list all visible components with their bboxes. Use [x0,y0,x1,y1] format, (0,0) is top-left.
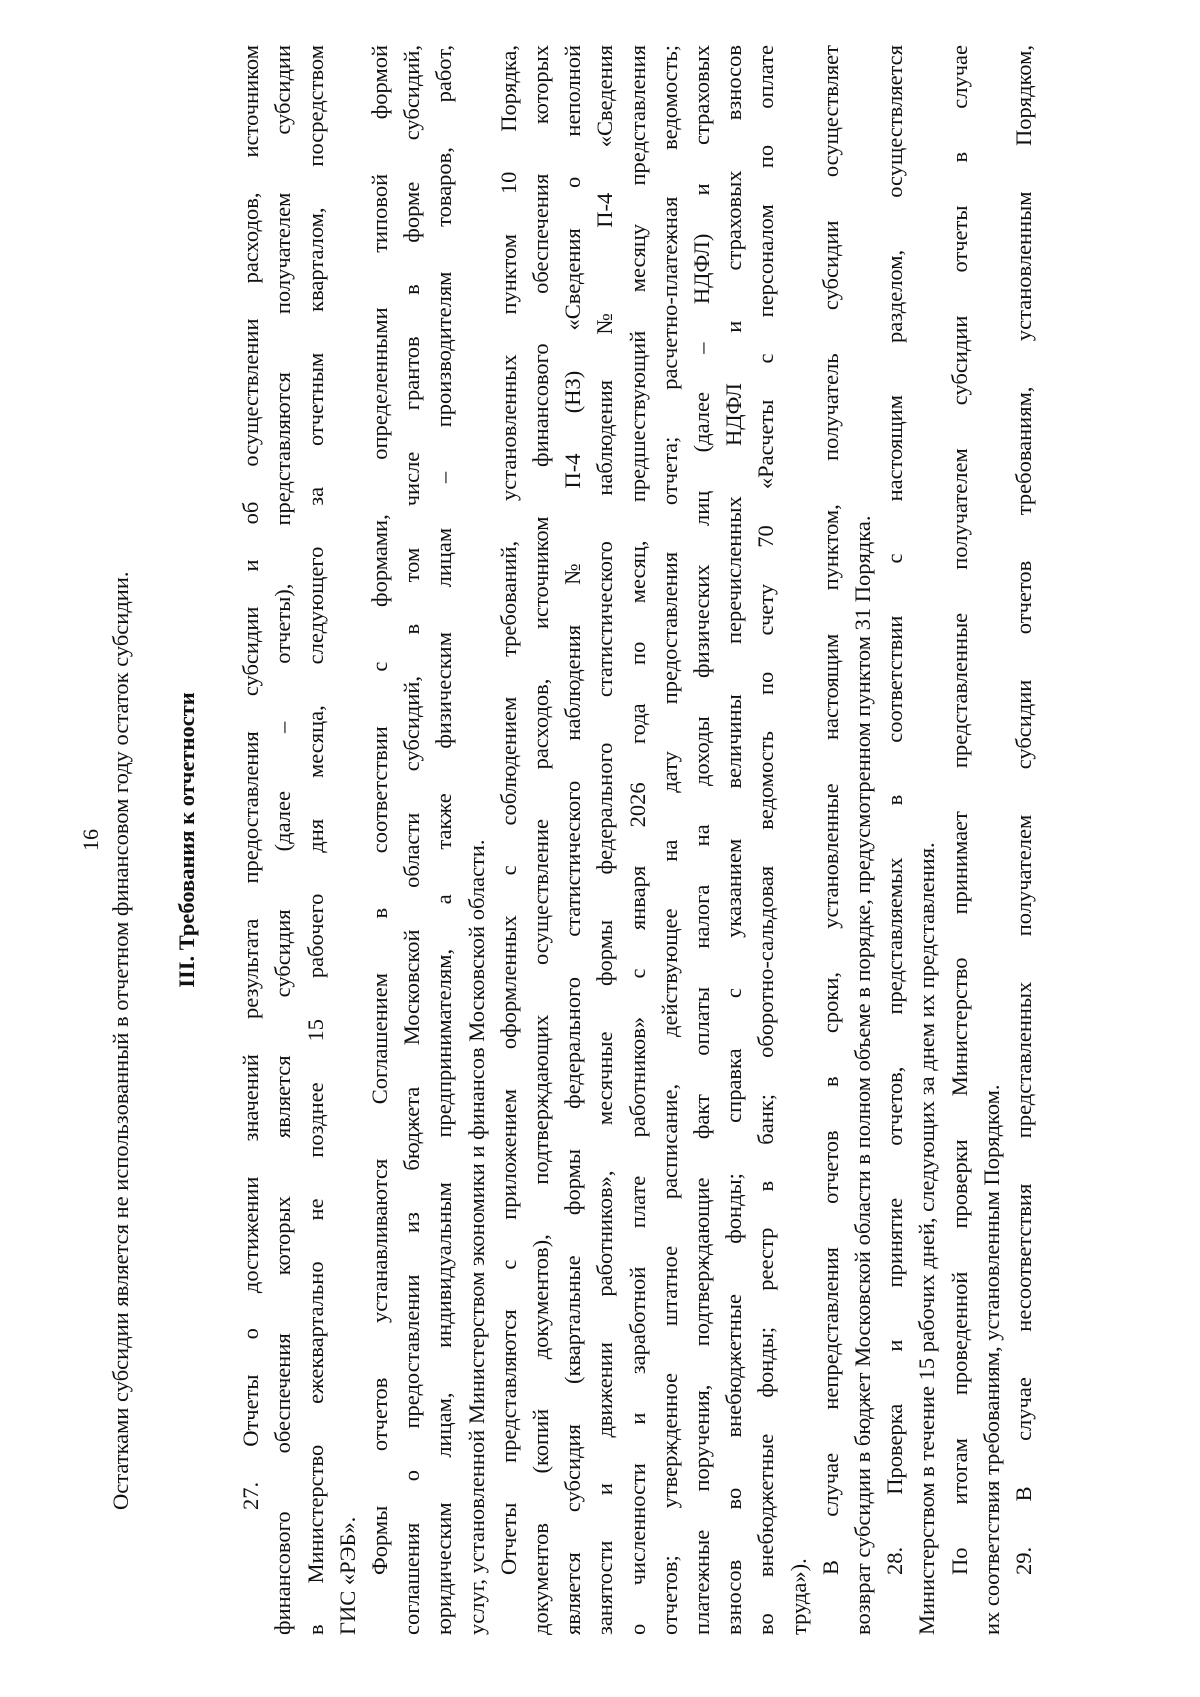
section-heading: III. Требования к отчетности [174,692,200,988]
text-line: взносов во внебюджетные фонды; справка с указанием величины перечисленных НДФЛ и страховых взносов [721,45,747,1635]
text-line: Министерством в течение 15 рабочих дней, следующих за днем их представления. [914,842,940,1635]
paragraph-review [944,45,1008,1635]
text-line: занятости и движении работников», месячные формы федерального статистического наблюдения № П-4 «Сведения [592,45,618,1635]
text-line: 27. Отчеты о достижении значений результата предоставления субсидии и об осуществлении расходов, источником [238,45,264,1510]
page-number: 16 [78,829,103,851]
intro-line: Остатками субсидии является не использованный в отчетном финансовом году остаток субсидии. [108,571,133,1510]
text-line: По итогам проведенной проверки Министерство принимает представленные получателем субсидии отчеты в случае [946,45,972,1575]
text-line: платежные поручения, подтверждающие факт оплаты налога на доходы физических лиц (далее – НДФЛ) и страховых [689,45,715,1635]
text-line: является субсидия (квартальные формы федерального статистического наблюдения № П-4 (НЗ) «Сведения о неполной [560,45,586,1635]
text-line: юридическим лицам, индивидуальным предпринимателям, а также физическим лицам – производителям товаров, работ, [431,45,457,1635]
text-line: 28. Проверка и принятие отчетов, представляемых в соответствии с настоящим разделом, осуществляется [882,45,908,1575]
text-line: во внебюджетные фонды; реестр в банк; оборотно-сальдовая ведомость по счету 70 «Расчеты с персоналом по оплате [753,45,779,1635]
text-line: в Министерство ежеквартально не позднее 15 рабочего дня месяца, следующего за отчетным кварталом, посредством [302,45,328,1635]
paragraph-attachments [493,45,815,1635]
text-line: В случае непредставления отчетов в сроки, установленные настоящим пунктом, получатель субсидии осуществляет [817,45,843,1575]
text-line: Формы отчетов устанавливаются Соглашением в соответствии с формами, определенными типовой формой [367,45,393,1575]
paragraph-28 [879,45,943,1635]
text-line: услуг, установленной Министерством экономики и финансов Московской области. [463,839,489,1635]
text-line: Отчеты представляются с приложением оформленных с соблюдением требований, установленных пунктом 10 Порядка, [495,45,521,1575]
paragraph-29 [1008,45,1040,1635]
text-line: возврат субсидии в бюджет Московской области в полном объеме в порядке, предусмотренном пунктом 31 Порядка. [850,515,876,1635]
rotated-page [78,45,1085,1635]
text-line: документов (копий документов), подтверждающих осуществление расходов, источником финансового обеспечения которых [528,45,554,1635]
text-line: соглашения о предоставлении из бюджета Московской области субсидий, в том числе грантов в форме субсидий, [399,45,425,1635]
text-line: финансового обеспечения которых является субсидия (далее – отчеты), представляются получателем субсидии [270,45,296,1635]
paragraph-27 [235,45,364,1635]
text-line: 29. В случае несоответствия представленных получателем субсидии отчетов требованиям, установленным Порядком, [1011,45,1037,1575]
paragraph-forms [364,45,493,1635]
text-line: о численности и заработной плате работников» с января 2026 года по месяц, предшествующий месяцу представления [624,45,650,1635]
text-line: отчетов; утвержденное штатное расписание, действующее на дату предоставления отчета; расчетно-платежная ведомость; [656,45,682,1635]
text-line: труда»). [785,1558,811,1635]
paragraph-nonsubmission [815,45,879,1635]
text-line: их соответствия требованиям, установленным Порядком. [978,1084,1004,1635]
text-line: ГИС «РЭБ». [334,1516,360,1635]
